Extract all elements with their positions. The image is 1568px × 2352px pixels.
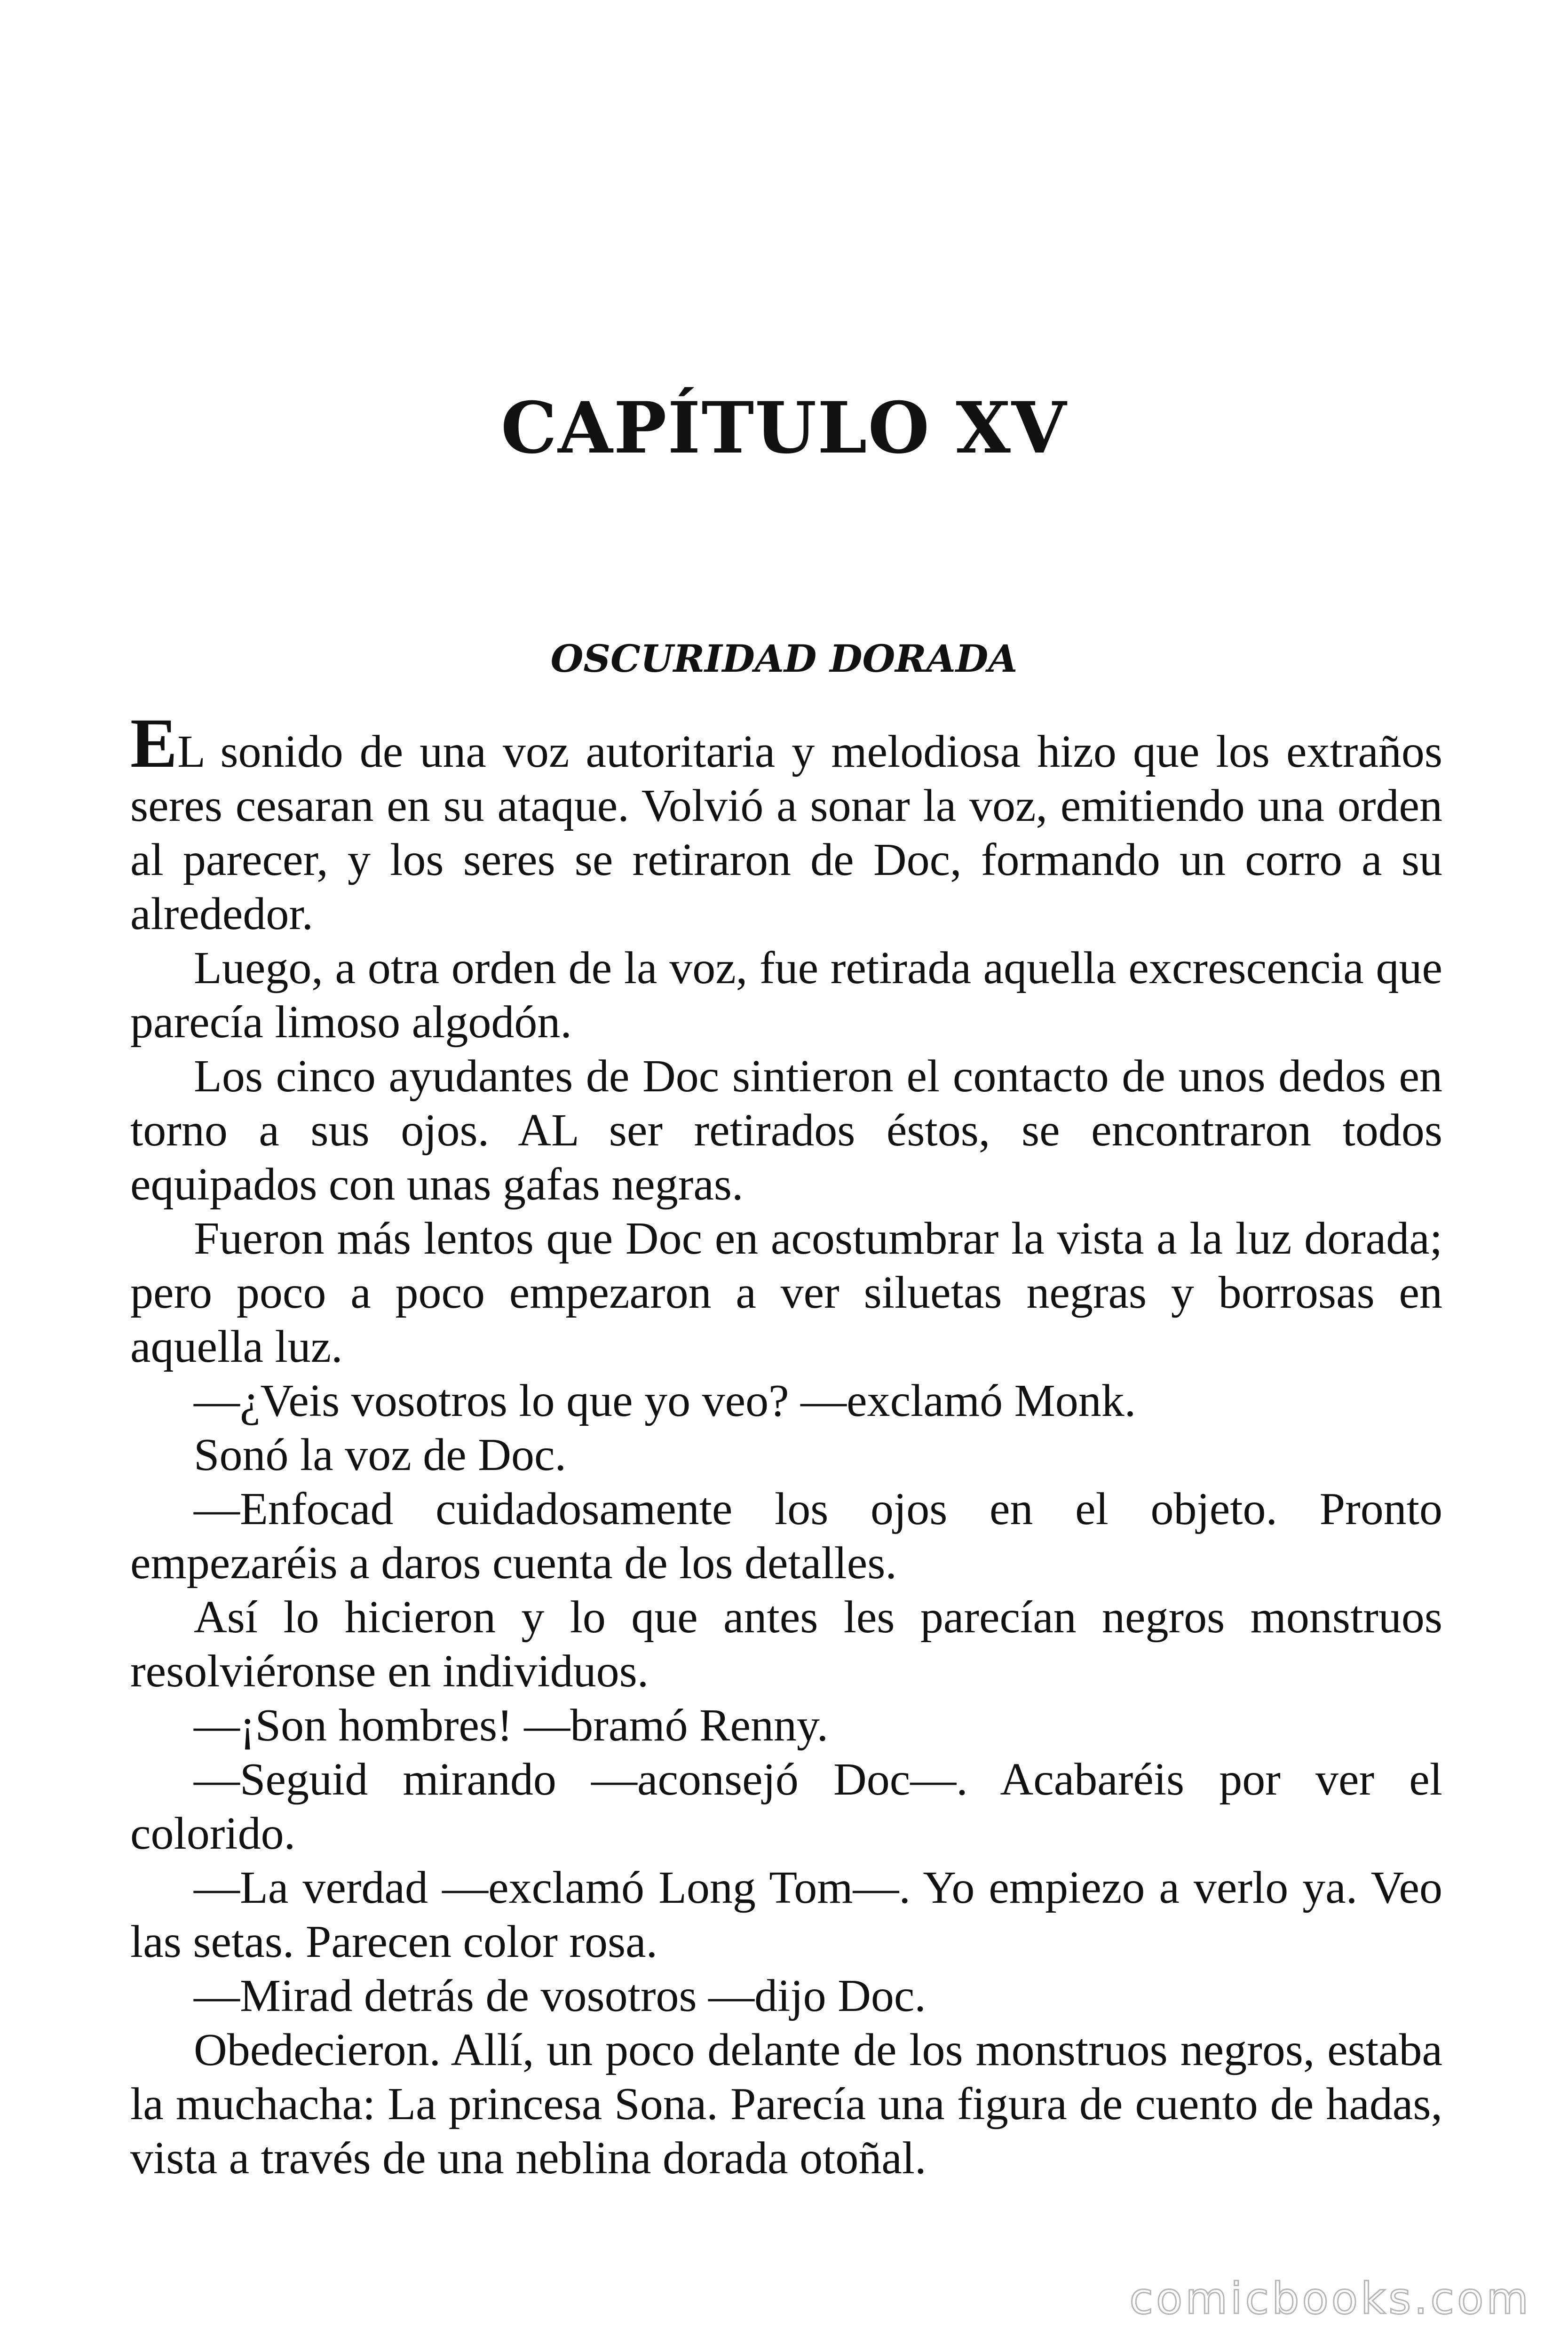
paragraph-8: Así lo hicieron y lo que antes les parecían negros monstruos resolviéronse en individuos. bbox=[130, 1592, 1442, 1697]
chapter-title: CAPÍTULO XV bbox=[500, 387, 1068, 469]
paragraph-3: Los cinco ayudantes de Doc sintieron el contacto de unos dedos en torno a sus ojos. AL ser retirados éstos, se encontraron todos equipados con unas gafas negras. bbox=[130, 1051, 1442, 1210]
paragraph-13: Obedecieron. Allí, un poco delante de los monstruos negros, estaba la muchacha: La princesa Sona. Parecía una figura de cuento de hadas, vista a través de una neblina dorada otoñal. bbox=[130, 2025, 1442, 2184]
paragraph-4: Fueron más lentos que Doc en acostumbrar la vista a la luz dorada; pero poco a poco empezaron a ver siluetas negras y borrosas en aquella luz. bbox=[130, 1213, 1442, 1372]
paragraph-11: —La verdad —exclamó Long Tom—. Yo empiezo a verlo ya. Veo las setas. Parecen color rosa. bbox=[130, 1862, 1442, 1967]
paragraph-6: Sonó la voz de Doc. bbox=[194, 1430, 566, 1480]
paragraph-1-text: L sonido de una voz autoritaria y melodiosa hizo que los extraños seres cesaran en su ataque. Volvió a sonar la voz, emitiendo una orden al parecer, y los seres se retiraron de Doc, formando un corro a su alrededor. bbox=[130, 726, 1442, 939]
watermark: comicbooks.com bbox=[1129, 2273, 1531, 2324]
paragraph-7: —Enfocad cuidadosamente los ojos en el objeto. Pronto empezaréis a daros cuenta de los detalles. bbox=[130, 1484, 1442, 1589]
chapter-text bbox=[130, 704, 1442, 2185]
drop-cap: E bbox=[130, 704, 178, 782]
paragraph-5: —¿Veis vosotros lo que yo veo? —exclamó Monk. bbox=[194, 1375, 1136, 1426]
paragraph-12: —Mirad detrás de vosotros —dijo Doc. bbox=[194, 1971, 926, 2021]
paragraph-1 bbox=[130, 704, 1442, 941]
paragraph-10: —Seguid mirando —aconsejó Doc—. Acabaréis por ver el colorido. bbox=[130, 1754, 1442, 1859]
chapter-subtitle: OSCURIDAD DORADA bbox=[550, 636, 1018, 681]
paragraph-9: —¡Son hombres! —bramó Renny. bbox=[194, 1700, 829, 1751]
paragraph-2: Luego, a otra orden de la voz, fue retirada aquella excrescencia que parecía limoso algodón. bbox=[130, 943, 1442, 1048]
